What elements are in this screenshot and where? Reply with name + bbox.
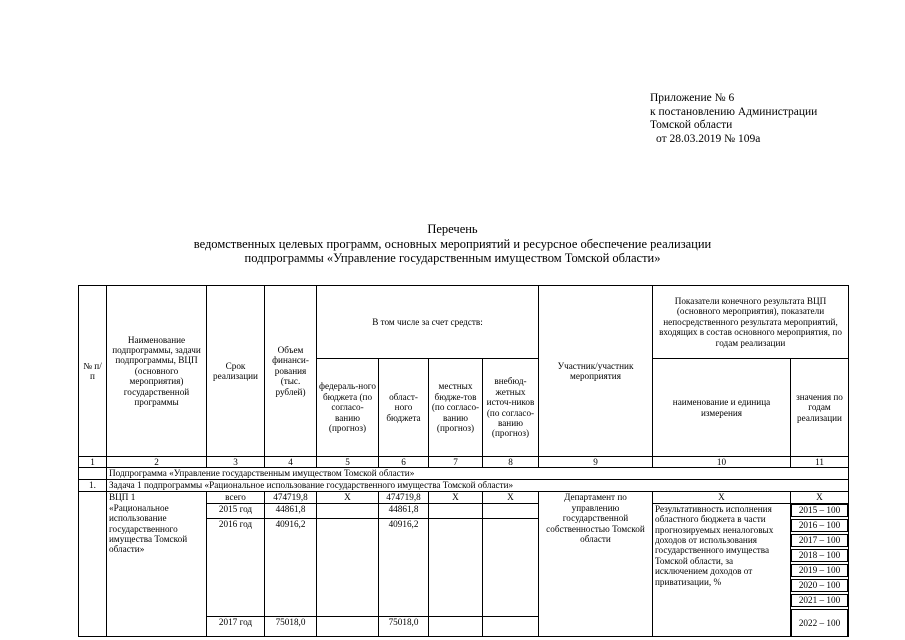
- local-cell: [429, 503, 483, 518]
- indicator-text: Результативность исполнения областного бюджета в части прогнозируемых неналоговых доходов от использования государственного имущества Томской области, за исключением доходов от приватизации, %: [653, 503, 791, 636]
- column-numbers-row: [79, 457, 849, 468]
- col-number: 2: [107, 457, 207, 468]
- subprogram-row: [79, 468, 849, 480]
- appendix-line-4: от 28.03.2019 № 109а: [656, 132, 761, 145]
- col-number: 5: [317, 457, 379, 468]
- local-cell: [429, 617, 483, 636]
- indicator-value: 2019 – 100: [791, 564, 848, 577]
- header-participant: Участник/участник мероприятия: [539, 286, 653, 457]
- header-federal: федераль-ного бюджета (по согласо-ванию (прогноз): [317, 359, 379, 457]
- volume-cell: 44861,8: [265, 503, 317, 518]
- extra-cell: [483, 518, 539, 616]
- appendix-block: [650, 92, 817, 146]
- header-indicator-name: наименование и единица измерения: [653, 359, 791, 457]
- indicator-value: 2016 – 100: [791, 519, 848, 532]
- indicator-value: 2015 – 100: [791, 504, 848, 517]
- header-indicator-values: значения по годам реализации: [791, 359, 849, 457]
- col-number: 8: [483, 457, 539, 468]
- header-term: Срок реализации: [207, 286, 265, 457]
- regional-cell: 474719,8: [379, 492, 429, 503]
- appendix-line-3: Томской области: [650, 119, 733, 131]
- extra-cell: [483, 617, 539, 636]
- header-extra: внебюд-жетных источ-ников (по согласо-ванию (прогноз): [483, 359, 539, 457]
- indicator-value: 2020 – 100: [791, 579, 848, 592]
- task-row: [79, 480, 849, 492]
- volume-cell: 75018,0: [265, 617, 317, 636]
- indicator-values: [791, 503, 849, 636]
- title-line-3: подпрограммы «Управление государственным имуществом Томской области»: [244, 251, 661, 265]
- indicator-value: 2018 – 100: [791, 549, 848, 562]
- term-cell: всего: [207, 492, 265, 503]
- participant-cell: Департамент по управлению государственной собственностью Томской области: [539, 492, 653, 636]
- appendix-line-2: к постановлению Администрации: [650, 105, 818, 118]
- title-line-2: ведомственных целевых программ, основных мероприятий и ресурсное обеспечение реализации: [193, 236, 712, 251]
- task-title: Задача 1 подпрограммы «Рациональное использование государственного имущества Томской области»: [107, 480, 849, 492]
- extra-cell: Х: [483, 492, 539, 503]
- extra-cell: [483, 503, 539, 518]
- col-number: 3: [207, 457, 265, 468]
- header-local: местных бюдже-тов (по согласо-ванию (прогноз): [429, 359, 483, 457]
- volume-cell: 40916,2: [265, 518, 317, 616]
- appendix-line-1: Приложение № 6: [650, 92, 735, 104]
- header-indicators-group: Показатели конечного результата ВЦП (основного мероприятия), показатели непосредственного результата мероприятий, входящих в состав основного мероприятия, по годам реализации: [653, 286, 849, 359]
- term-cell: 2015 год: [207, 503, 265, 518]
- col-number: 7: [429, 457, 483, 468]
- header-num: № п/п: [79, 286, 107, 457]
- vcp-name-line1: ВЦП 1: [109, 492, 136, 503]
- term-cell: 2016 год: [207, 518, 265, 616]
- vcp-name-rest: «Рациональное использование государственного имущества Томской области»: [109, 502, 188, 555]
- document-title: [0, 222, 905, 266]
- vcp-name: [107, 492, 207, 636]
- header-sources-group: В том числе за счет средств:: [317, 286, 539, 359]
- local-cell: [429, 518, 483, 616]
- col-number: 4: [265, 457, 317, 468]
- indicator-total-name: Х: [653, 492, 791, 503]
- indicator-value: 2022 – 100: [791, 609, 848, 636]
- federal-cell: Х: [317, 492, 379, 503]
- local-cell: Х: [429, 492, 483, 503]
- programs-table: [78, 285, 849, 637]
- col-number: 9: [539, 457, 653, 468]
- term-cell: 2017 год: [207, 617, 265, 636]
- indicator-value: 2021 – 100: [791, 594, 848, 607]
- task-num: 1.: [79, 480, 107, 492]
- federal-cell: [317, 503, 379, 518]
- header-name: Наименование подпрограммы, задачи подпрограммы, ВЦП (основного мероприятия) государственной программы: [107, 286, 207, 457]
- regional-cell: 40916,2: [379, 518, 429, 616]
- indicator-value: 2017 – 100: [791, 534, 848, 547]
- col-number: 10: [653, 457, 791, 468]
- regional-cell: 44861,8: [379, 503, 429, 518]
- subprogram-title: Подпрограмма «Управление государственным имуществом Томской области»: [107, 468, 849, 480]
- indicator-total-value: Х: [791, 492, 849, 503]
- regional-cell: 75018,0: [379, 617, 429, 636]
- volume-cell: 474719,8: [265, 492, 317, 503]
- header-volume: Объем финанси-рования (тыс. рублей): [265, 286, 317, 457]
- vcp-row-total: [79, 492, 849, 503]
- federal-cell: [317, 617, 379, 636]
- title-line-1: Перечень: [427, 222, 478, 236]
- federal-cell: [317, 518, 379, 616]
- col-number: 11: [791, 457, 849, 468]
- col-number: 6: [379, 457, 429, 468]
- col-number: 1: [79, 457, 107, 468]
- header-regional: област-ного бюджета: [379, 359, 429, 457]
